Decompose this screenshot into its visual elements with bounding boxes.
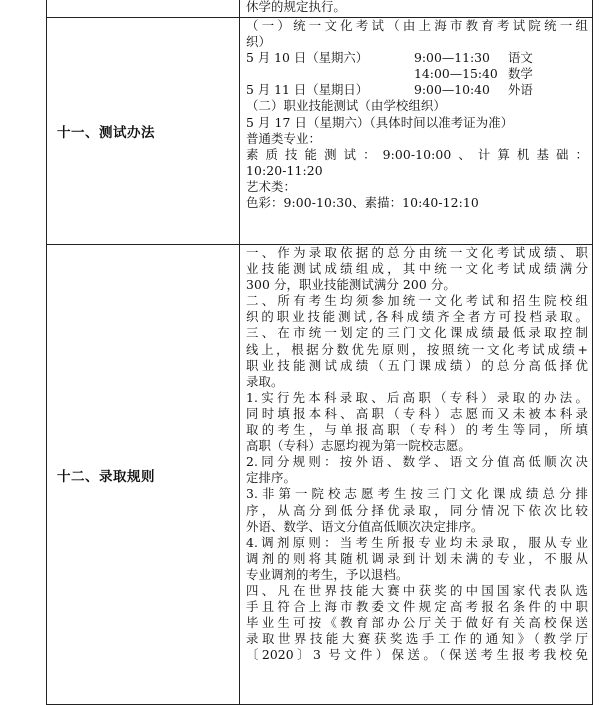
paragraph-line: 定排序。 — [246, 470, 296, 486]
content-cell — [240, 0, 593, 18]
content-cell — [240, 18, 593, 245]
paragraph-line: 4.调剂原则：当考生所报专业均未录取，服从专业 — [246, 534, 588, 550]
paragraph-line: 300 分，职业技能测试满分 200 分。 — [246, 277, 456, 293]
exam-schedule — [246, 50, 588, 98]
section-heading-admission-rules: 十二、录取规则 — [57, 468, 155, 485]
paragraph-line: 3.非第一院校志愿考生按三门文化课成绩总分排 — [246, 486, 588, 502]
paragraph-line: 素质技能测试：9:00-10:00、计算机基础： — [246, 146, 588, 162]
schedule-subject: 数学 — [508, 66, 533, 82]
paragraph-line: 休学的规定执行。 — [246, 0, 346, 14]
table-row — [47, 245, 593, 705]
paragraph-line: 四、凡在世界技能大赛中获奖的中国国家代表队选 — [246, 582, 588, 598]
schedule-time: 9:00—11:30 — [414, 50, 490, 66]
admission-rules-table — [46, 0, 593, 705]
paragraph-line: 织） — [246, 34, 271, 50]
schedule-subject: 外语 — [508, 82, 533, 98]
paragraph-line: 同时填报本科、高职（专科）志愿而又未被本科录 — [246, 405, 588, 421]
schedule-date: 5 月 11 日（星期日） — [246, 82, 369, 98]
heading-cell — [47, 245, 240, 705]
schedule-row — [246, 66, 588, 82]
paragraph-line: 录取世界技能大赛获奖选手工作的通知》（教学厅 — [246, 631, 588, 647]
schedule-time: 14:00—15:40 — [414, 66, 498, 82]
schedule-date: 5 月 10 日（星期六） — [246, 50, 369, 66]
content-cell — [240, 245, 593, 705]
section-heading-test-method: 十一、测试办法 — [57, 125, 155, 141]
paragraph-line: 调剂的则将其随机调录到计划未满的专业，不服从 — [246, 550, 588, 566]
paragraph-line: 5 月 17 日（星期六）（具体时间以准考证为准） — [246, 114, 514, 130]
paragraph-line: 手且符合上海市教委文件规定高考报名条件的中职 — [246, 599, 588, 615]
schedule-subject: 语文 — [508, 50, 533, 66]
table-row — [47, 0, 593, 18]
schedule-date — [246, 66, 414, 82]
paragraph-line: 普通类专业： — [246, 130, 321, 146]
paragraph-line: 10:20-11:20 — [246, 162, 323, 178]
paragraph-line: 色彩：9:00-10:30、素描：10:40-12:10 — [246, 195, 479, 211]
paragraph-line: 业技能测试成绩组成，其中统一文化考试成绩满分 — [246, 261, 588, 277]
paragraph-line: 序，从高分到低分择优录取，同分情况下依次比较 — [246, 502, 588, 518]
paragraph-line: 一、作为录取依据的总分由统一文化考试成绩、职 — [246, 245, 588, 260]
paragraph-line: 织的职业技能测试,各科成绩齐全者方可投档录取。 — [246, 309, 588, 325]
paragraph-line: 三、在市统一划定的三门文化课成绩最低录取控制 — [246, 325, 588, 341]
paragraph-line: 外语、数学、语文分值高低顺次决定排序。 — [246, 518, 484, 534]
paragraph-line: 〔2020〕3 号文件）保送。（保送考生报考我校免 — [246, 647, 588, 663]
paragraph-line: 二、所有考生均须参加统一文化考试和招生院校组 — [246, 293, 588, 309]
paragraph-line: 职业技能测试成绩（五门课成绩）的总分高低择优 — [246, 357, 588, 373]
admission-rules-text — [246, 245, 588, 663]
skill-test-info — [246, 98, 588, 211]
exam-intro — [246, 18, 588, 50]
paragraph-line: （一）统一文化考试（由上海市教育考试院统一组 — [246, 18, 588, 33]
paragraph-line: 艺术类： — [246, 178, 296, 194]
heading-cell — [47, 18, 240, 245]
paragraph-line: 录取。 — [246, 373, 284, 389]
paragraph-line: 高职（专科）志愿均视为第一院校志愿。 — [246, 438, 471, 454]
paragraph-line: 线上，根据分数优先原则，按照统一文化考试成绩+ — [246, 341, 588, 357]
schedule-row — [246, 82, 588, 98]
table-row — [47, 18, 593, 245]
schedule-row — [246, 50, 588, 66]
paragraph-line: 2.同分规则：按外语、数学、语文分值高低顺次决 — [246, 454, 588, 470]
paragraph-line: 1.实行先本科录取、后高职（专科）录取的办法。 — [246, 389, 588, 405]
paragraph-line: 毕业生可按《教育部办公厅关于做好有关高校保送 — [246, 615, 588, 631]
empty-heading-cell — [47, 0, 240, 18]
paragraph-line: 专业调剂的考生，予以退档。 — [246, 566, 409, 582]
paragraph-line: 取的考生，与单报高职（专科）的考生等同，所填 — [246, 422, 588, 438]
schedule-time: 9:00—10:40 — [414, 82, 490, 98]
paragraph-line: （二）职业技能测试（由学校组织） — [246, 98, 446, 114]
